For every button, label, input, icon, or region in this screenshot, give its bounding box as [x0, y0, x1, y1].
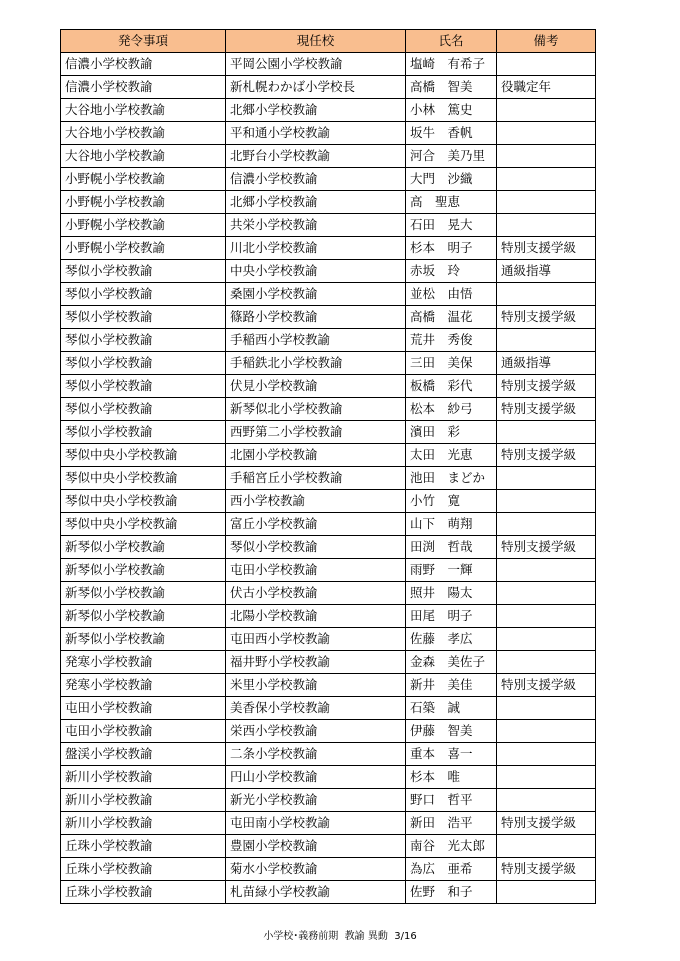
cell-remarks [497, 490, 596, 513]
cell-remarks [497, 191, 596, 214]
cell-current-school: 伏古小学校教諭 [226, 582, 406, 605]
cell-name: 松本 紗弓 [406, 398, 497, 421]
cell-remarks [497, 628, 596, 651]
page-footer [0, 930, 680, 944]
cell-remarks: 特別支援学級 [497, 237, 596, 260]
cell-assignment: 琴似小学校教諭 [61, 306, 226, 329]
cell-current-school: 西野第二小学校教諭 [226, 421, 406, 444]
cell-remarks [497, 651, 596, 674]
table-row [61, 260, 596, 283]
cell-current-school: 西小学校教諭 [226, 490, 406, 513]
cell-name: 太田 光恵 [406, 444, 497, 467]
cell-name: 赤坂 玲 [406, 260, 497, 283]
table-row [61, 651, 596, 674]
cell-current-school: 中央小学校教諭 [226, 260, 406, 283]
cell-name: 雨野 一輝 [406, 559, 497, 582]
table-row [61, 398, 596, 421]
cell-assignment: 大谷地小学校教諭 [61, 122, 226, 145]
cell-name: 高橋 温花 [406, 306, 497, 329]
cell-assignment: 琴似小学校教諭 [61, 398, 226, 421]
cell-current-school: 北陽小学校教諭 [226, 605, 406, 628]
table-row [61, 329, 596, 352]
cell-name: 新井 美佳 [406, 674, 497, 697]
personnel-transfer-table [60, 29, 596, 904]
cell-remarks [497, 766, 596, 789]
cell-remarks: 特別支援学級 [497, 858, 596, 881]
cell-remarks: 特別支援学級 [497, 306, 596, 329]
cell-assignment: 琴似中央小学校教諭 [61, 490, 226, 513]
cell-assignment: 小野幌小学校教諭 [61, 237, 226, 260]
cell-assignment: 新琴似小学校教諭 [61, 559, 226, 582]
cell-remarks [497, 122, 596, 145]
cell-remarks: 役職定年 [497, 76, 596, 99]
cell-name: 山下 萌翔 [406, 513, 497, 536]
cell-remarks [497, 513, 596, 536]
cell-assignment: 琴似小学校教諭 [61, 260, 226, 283]
cell-assignment: 丘珠小学校教諭 [61, 858, 226, 881]
cell-current-school: 美香保小学校教諭 [226, 697, 406, 720]
cell-assignment: 大谷地小学校教諭 [61, 145, 226, 168]
cell-remarks [497, 329, 596, 352]
cell-name: 三田 美保 [406, 352, 497, 375]
cell-assignment: 丘珠小学校教諭 [61, 835, 226, 858]
page-number: 3/16 [394, 931, 417, 942]
cell-current-school: 手稲宮丘小学校教諭 [226, 467, 406, 490]
cell-assignment: 丘珠小学校教諭 [61, 881, 226, 904]
column-header-remarks: 備考 [497, 30, 596, 53]
cell-remarks [497, 789, 596, 812]
header-row [61, 30, 596, 53]
cell-name: 照井 陽太 [406, 582, 497, 605]
table-row [61, 375, 596, 398]
cell-assignment: 大谷地小学校教諭 [61, 99, 226, 122]
table-row [61, 789, 596, 812]
cell-current-school: 共栄小学校教諭 [226, 214, 406, 237]
cell-remarks [497, 168, 596, 191]
table-row [61, 743, 596, 766]
cell-current-school: 北野台小学校教諭 [226, 145, 406, 168]
cell-name: 佐野 和子 [406, 881, 497, 904]
cell-remarks [497, 99, 596, 122]
table-row [61, 628, 596, 651]
cell-remarks: 特別支援学級 [497, 398, 596, 421]
cell-assignment: 新琴似小学校教諭 [61, 582, 226, 605]
cell-assignment: 琴似小学校教諭 [61, 421, 226, 444]
cell-current-school: 新琴似北小学校教諭 [226, 398, 406, 421]
cell-name: 坂牛 香帆 [406, 122, 497, 145]
cell-assignment: 琴似小学校教諭 [61, 375, 226, 398]
cell-current-school: 富丘小学校教諭 [226, 513, 406, 536]
table-row [61, 605, 596, 628]
cell-current-school: 新光小学校教諭 [226, 789, 406, 812]
cell-name: 佐藤 孝広 [406, 628, 497, 651]
table-row [61, 145, 596, 168]
cell-current-school: 平岡公園小学校教諭 [226, 53, 406, 76]
cell-name: 野口 哲平 [406, 789, 497, 812]
table-row [61, 674, 596, 697]
cell-current-school: 伏見小学校教諭 [226, 375, 406, 398]
cell-current-school: 新札幌わかば小学校長 [226, 76, 406, 99]
table-row [61, 559, 596, 582]
table-row [61, 168, 596, 191]
cell-assignment: 新川小学校教諭 [61, 766, 226, 789]
cell-assignment: 屯田小学校教諭 [61, 720, 226, 743]
cell-current-school: 菊水小学校教諭 [226, 858, 406, 881]
cell-assignment: 発寒小学校教諭 [61, 674, 226, 697]
table-row [61, 191, 596, 214]
cell-current-school: 円山小学校教諭 [226, 766, 406, 789]
cell-current-school: 米里小学校教諭 [226, 674, 406, 697]
table-row [61, 467, 596, 490]
cell-assignment: 琴似小学校教諭 [61, 329, 226, 352]
cell-assignment: 盤渓小学校教諭 [61, 743, 226, 766]
cell-current-school: 屯田西小学校教諭 [226, 628, 406, 651]
cell-current-school: 福井野小学校教諭 [226, 651, 406, 674]
table-row [61, 858, 596, 881]
cell-remarks [497, 743, 596, 766]
cell-current-school: 札苗緑小学校教諭 [226, 881, 406, 904]
cell-name: 杉本 明子 [406, 237, 497, 260]
cell-current-school: 手稲西小学校教諭 [226, 329, 406, 352]
cell-assignment: 小野幌小学校教諭 [61, 191, 226, 214]
cell-assignment: 小野幌小学校教諭 [61, 214, 226, 237]
cell-remarks: 特別支援学級 [497, 444, 596, 467]
cell-name: 新田 浩平 [406, 812, 497, 835]
cell-remarks: 特別支援学級 [497, 375, 596, 398]
cell-name: 小竹 寛 [406, 490, 497, 513]
table-row [61, 421, 596, 444]
table-row [61, 881, 596, 904]
column-header-current-school: 現任校 [226, 30, 406, 53]
cell-remarks: 通級指導 [497, 352, 596, 375]
cell-remarks [497, 881, 596, 904]
cell-remarks [497, 697, 596, 720]
column-header-name: 氏名 [406, 30, 497, 53]
cell-current-school: 北郷小学校教諭 [226, 99, 406, 122]
cell-remarks [497, 605, 596, 628]
cell-assignment: 発寒小学校教諭 [61, 651, 226, 674]
cell-remarks: 特別支援学級 [497, 536, 596, 559]
table-row [61, 122, 596, 145]
cell-assignment: 琴似中央小学校教諭 [61, 467, 226, 490]
cell-current-school: 琴似小学校教諭 [226, 536, 406, 559]
cell-current-school: 信濃小学校教諭 [226, 168, 406, 191]
cell-assignment: 信濃小学校教諭 [61, 76, 226, 99]
cell-current-school: 屯田南小学校教諭 [226, 812, 406, 835]
cell-name: 池田 まどか [406, 467, 497, 490]
cell-name: 板橋 彩代 [406, 375, 497, 398]
table-row [61, 835, 596, 858]
cell-name: 濱田 彩 [406, 421, 497, 444]
cell-name: 南谷 光太郎 [406, 835, 497, 858]
table-body [61, 53, 596, 904]
cell-current-school: 栄西小学校教諭 [226, 720, 406, 743]
table-row [61, 812, 596, 835]
cell-remarks [497, 582, 596, 605]
cell-assignment: 新琴似小学校教諭 [61, 628, 226, 651]
table-row [61, 306, 596, 329]
cell-remarks: 特別支援学級 [497, 674, 596, 697]
table-row [61, 720, 596, 743]
cell-assignment: 琴似中央小学校教諭 [61, 513, 226, 536]
table-row [61, 513, 596, 536]
cell-remarks [497, 421, 596, 444]
cell-name: 石田 晃大 [406, 214, 497, 237]
cell-assignment: 新川小学校教諭 [61, 789, 226, 812]
table-row [61, 352, 596, 375]
cell-assignment: 小野幌小学校教諭 [61, 168, 226, 191]
cell-name: 荒井 秀俊 [406, 329, 497, 352]
cell-remarks [497, 214, 596, 237]
cell-name: 塩崎 有希子 [406, 53, 497, 76]
table-row [61, 76, 596, 99]
cell-assignment: 新川小学校教諭 [61, 812, 226, 835]
table-row [61, 490, 596, 513]
cell-name: 高 聖恵 [406, 191, 497, 214]
cell-assignment: 屯田小学校教諭 [61, 697, 226, 720]
cell-name: 石築 誠 [406, 697, 497, 720]
cell-name: 田尾 明子 [406, 605, 497, 628]
cell-current-school: 北郷小学校教諭 [226, 191, 406, 214]
cell-remarks [497, 53, 596, 76]
table-row [61, 582, 596, 605]
table-row [61, 53, 596, 76]
cell-name: 金森 美佐子 [406, 651, 497, 674]
cell-assignment: 新琴似小学校教諭 [61, 605, 226, 628]
cell-remarks [497, 720, 596, 743]
cell-name: 伊藤 智美 [406, 720, 497, 743]
cell-remarks [497, 467, 596, 490]
cell-current-school: 平和通小学校教諭 [226, 122, 406, 145]
cell-name: 杉本 唯 [406, 766, 497, 789]
cell-current-school: 桑園小学校教諭 [226, 283, 406, 306]
cell-current-school: 北園小学校教諭 [226, 444, 406, 467]
cell-assignment: 琴似中央小学校教諭 [61, 444, 226, 467]
cell-current-school: 篠路小学校教諭 [226, 306, 406, 329]
cell-remarks: 通級指導 [497, 260, 596, 283]
cell-current-school: 川北小学校教諭 [226, 237, 406, 260]
cell-remarks [497, 283, 596, 306]
cell-name: 重本 喜一 [406, 743, 497, 766]
cell-current-school: 手稲鉄北小学校教諭 [226, 352, 406, 375]
cell-name: 田渕 哲哉 [406, 536, 497, 559]
table-row [61, 697, 596, 720]
cell-remarks [497, 145, 596, 168]
cell-assignment: 新琴似小学校教諭 [61, 536, 226, 559]
cell-name: 高橋 智美 [406, 76, 497, 99]
table-row [61, 237, 596, 260]
cell-assignment: 信濃小学校教諭 [61, 53, 226, 76]
cell-assignment: 琴似小学校教諭 [61, 283, 226, 306]
table-row [61, 444, 596, 467]
cell-remarks [497, 835, 596, 858]
table-row [61, 283, 596, 306]
cell-remarks [497, 559, 596, 582]
cell-current-school: 豊園小学校教諭 [226, 835, 406, 858]
table-row [61, 766, 596, 789]
table-row [61, 99, 596, 122]
cell-remarks: 特別支援学級 [497, 812, 596, 835]
cell-current-school: 屯田小学校教諭 [226, 559, 406, 582]
footer-title: 小学校･義務前期 教諭 異動 [263, 931, 388, 942]
cell-name: 河合 美乃里 [406, 145, 497, 168]
cell-name: 小林 篤史 [406, 99, 497, 122]
cell-name: 為広 亜希 [406, 858, 497, 881]
table-row [61, 536, 596, 559]
table-row [61, 214, 596, 237]
cell-assignment: 琴似小学校教諭 [61, 352, 226, 375]
cell-name: 並松 由悟 [406, 283, 497, 306]
cell-current-school: 二条小学校教諭 [226, 743, 406, 766]
column-header-assignment: 発令事項 [61, 30, 226, 53]
cell-name: 大門 沙織 [406, 168, 497, 191]
